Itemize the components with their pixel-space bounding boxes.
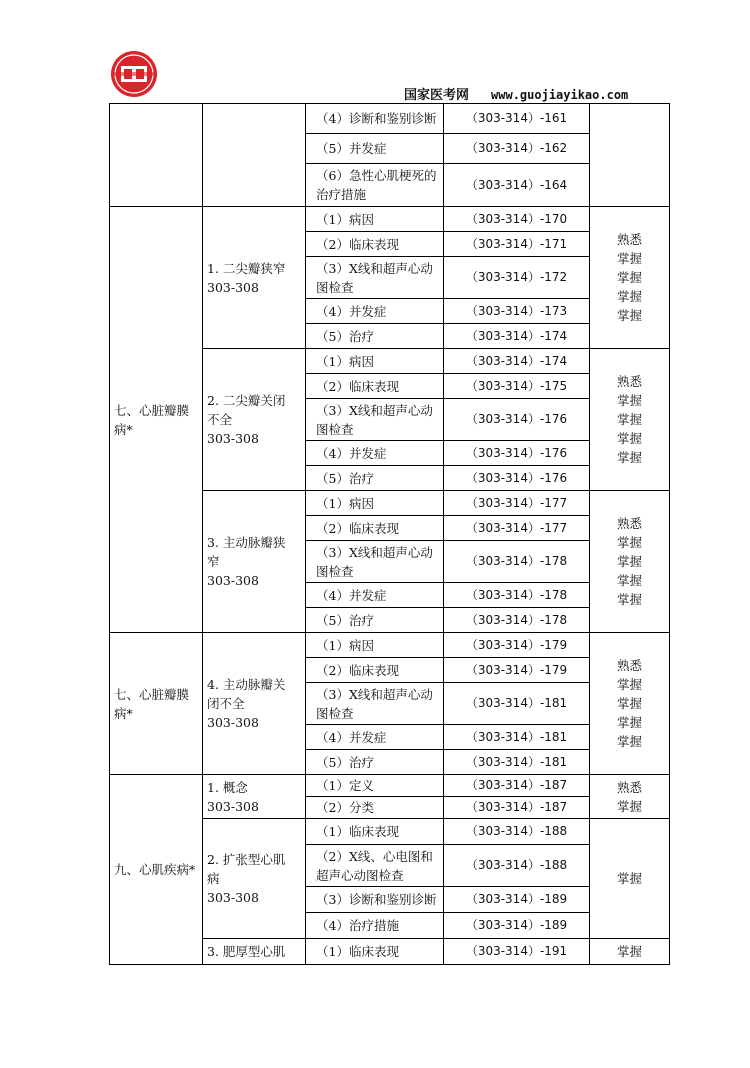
requirement-cell bbox=[590, 104, 670, 207]
unit-cell bbox=[203, 819, 306, 939]
requirement-level: 熟悉 bbox=[616, 516, 642, 531]
item-cell: （5）并发症 bbox=[306, 134, 444, 164]
page-cell: （303-314）-177 bbox=[444, 516, 590, 541]
item-cell: （3）X线和超声心动图检查 bbox=[306, 257, 444, 299]
requirement-level: 掌握 bbox=[616, 734, 642, 749]
item-cell: （4）并发症 bbox=[306, 583, 444, 608]
item-cell: （1）临床表现 bbox=[306, 819, 444, 845]
site-header bbox=[404, 84, 628, 103]
unit-cell bbox=[203, 349, 306, 491]
item-cell: （2）X线、心电图和超声心动图检查 bbox=[306, 845, 444, 887]
page-cell: （303-314）-177 bbox=[444, 491, 590, 516]
page-cell: （303-314）-170 bbox=[444, 207, 590, 232]
page-cell: （303-314）-161 bbox=[444, 104, 590, 134]
requirement-level: 掌握 bbox=[616, 393, 642, 408]
unit-line: 2. 二尖瓣关闭 bbox=[207, 393, 286, 408]
item-cell: （2）分类 bbox=[306, 797, 444, 819]
requirement-level: 熟悉 bbox=[616, 232, 642, 247]
unit-cell bbox=[203, 104, 306, 207]
chapter-cell bbox=[110, 104, 203, 207]
requirement-cell bbox=[590, 207, 670, 349]
requirement-level: 掌握 bbox=[616, 289, 642, 304]
page-cell: （303-314）-187 bbox=[444, 797, 590, 819]
item-cell: （2）临床表现 bbox=[306, 232, 444, 257]
unit-cell bbox=[203, 207, 306, 349]
item-cell: （2）临床表现 bbox=[306, 516, 444, 541]
item-cell: （1）病因 bbox=[306, 349, 444, 374]
item-cell: （1）病因 bbox=[306, 207, 444, 232]
item-cell: （5）治疗 bbox=[306, 466, 444, 491]
item-cell: （3）X线和超声心动图检查 bbox=[306, 399, 444, 441]
chapter-title: 七、心脏瓣膜病* bbox=[114, 402, 190, 437]
requirement-level: 掌握 bbox=[616, 871, 642, 886]
item-cell: （4）并发症 bbox=[306, 725, 444, 750]
table-row bbox=[110, 775, 670, 797]
unit-line: 303-308 bbox=[207, 798, 259, 814]
item-cell: （3）X线和超声心动图检查 bbox=[306, 541, 444, 583]
requirement-level: 掌握 bbox=[616, 431, 642, 446]
page-cell: （303-314）-174 bbox=[444, 324, 590, 349]
table-row bbox=[110, 207, 670, 232]
unit-line: 窄 bbox=[207, 554, 220, 569]
table-row bbox=[110, 104, 670, 134]
item-cell: （5）治疗 bbox=[306, 608, 444, 633]
unit-line: 303-308 bbox=[207, 279, 259, 295]
item-cell: （2）临床表现 bbox=[306, 658, 444, 683]
site-name: 国家医考网 bbox=[404, 88, 470, 103]
requirement-cell bbox=[590, 939, 670, 965]
unit-line: 3. 主动脉瓣狭 bbox=[207, 535, 286, 550]
unit-line: 不全 bbox=[207, 412, 233, 427]
page-cell: （303-314）-188 bbox=[444, 819, 590, 845]
requirement-level: 掌握 bbox=[616, 450, 642, 465]
item-cell: （5）治疗 bbox=[306, 324, 444, 349]
requirement-level: 掌握 bbox=[616, 677, 642, 692]
unit-cell bbox=[203, 775, 306, 819]
unit-line: 闭不全 bbox=[207, 696, 245, 711]
page-cell: （303-314）-191 bbox=[444, 939, 590, 965]
requirement-cell bbox=[590, 349, 670, 491]
chapter-cell bbox=[110, 207, 203, 633]
chapter-title: 七、心脏瓣膜病* bbox=[114, 686, 190, 721]
unit-line: 4. 主动脉瓣关 bbox=[207, 677, 286, 692]
unit-line: 303-308 bbox=[207, 890, 259, 905]
item-cell: （3）X线和超声心动图检查 bbox=[306, 683, 444, 725]
page-cell: （303-314）-188 bbox=[444, 845, 590, 887]
unit-cell bbox=[203, 633, 306, 775]
item-cell: （6）急性心肌梗死的治疗措施 bbox=[306, 164, 444, 207]
page-cell: （303-314）-176 bbox=[444, 399, 590, 441]
item-cell: （4）诊断和鉴别诊断 bbox=[306, 104, 444, 134]
unit-cell bbox=[203, 939, 306, 965]
requirement-level: 熟悉 bbox=[616, 374, 642, 389]
requirement-level: 掌握 bbox=[616, 592, 642, 607]
page-cell: （303-314）-176 bbox=[444, 441, 590, 466]
item-cell: （2）临床表现 bbox=[306, 374, 444, 399]
unit-line: 2. 扩张型心肌 bbox=[207, 852, 286, 867]
table-row bbox=[110, 633, 670, 658]
requirement-level: 熟悉 bbox=[616, 779, 642, 795]
page-cell: （303-314）-179 bbox=[444, 633, 590, 658]
item-cell: （1）病因 bbox=[306, 633, 444, 658]
unit-line: 病 bbox=[207, 871, 220, 886]
page-cell: （303-314）-181 bbox=[444, 683, 590, 725]
requirement-level: 掌握 bbox=[616, 412, 642, 427]
requirement-cell bbox=[590, 491, 670, 633]
page-cell: （303-314）-174 bbox=[444, 349, 590, 374]
requirement-level: 掌握 bbox=[616, 308, 642, 323]
page-cell: （303-314）-175 bbox=[444, 374, 590, 399]
item-cell: （1）临床表现 bbox=[306, 939, 444, 965]
page-cell: （303-314）-179 bbox=[444, 658, 590, 683]
unit-line: 303-308 bbox=[207, 715, 259, 730]
page-cell: （303-314）-176 bbox=[444, 466, 590, 491]
unit-line: 303-308 bbox=[207, 431, 259, 446]
unit-cell bbox=[203, 491, 306, 633]
page-cell: （303-314）-181 bbox=[444, 725, 590, 750]
chapter-cell bbox=[110, 633, 203, 775]
unit-line: 303-308 bbox=[207, 573, 259, 588]
chapter-cell bbox=[110, 775, 203, 965]
page-cell: （303-314）-189 bbox=[444, 913, 590, 939]
requirement-level: 掌握 bbox=[616, 798, 642, 814]
requirement-level: 掌握 bbox=[616, 696, 642, 711]
page-cell: （303-314）-181 bbox=[444, 750, 590, 775]
page-cell: （303-314）-187 bbox=[444, 775, 590, 797]
page-cell: （303-314）-164 bbox=[444, 164, 590, 207]
page-cell: （303-314）-171 bbox=[444, 232, 590, 257]
item-cell: （4）并发症 bbox=[306, 299, 444, 324]
requirement-level: 熟悉 bbox=[616, 658, 642, 673]
requirement-level: 掌握 bbox=[616, 715, 642, 730]
requirement-level: 掌握 bbox=[616, 944, 642, 959]
logo-icon bbox=[109, 49, 159, 99]
site-url[interactable]: www.guojiayikao.com bbox=[491, 88, 629, 102]
item-cell: （4）治疗措施 bbox=[306, 913, 444, 939]
page-cell: （303-314）-178 bbox=[444, 583, 590, 608]
item-cell: （4）并发症 bbox=[306, 441, 444, 466]
requirement-cell bbox=[590, 819, 670, 939]
page-cell: （303-314）-172 bbox=[444, 257, 590, 299]
page-cell: （303-314）-173 bbox=[444, 299, 590, 324]
page-cell: （303-314）-178 bbox=[444, 541, 590, 583]
syllabus-table bbox=[109, 103, 670, 965]
requirement-level: 掌握 bbox=[616, 270, 642, 285]
unit-line: 3. 肥厚型心肌 bbox=[207, 944, 286, 959]
unit-line: 1. 二尖瓣狭窄 bbox=[207, 260, 286, 276]
page-cell: （303-314）-189 bbox=[444, 887, 590, 913]
item-cell: （1）定义 bbox=[306, 775, 444, 797]
requirement-level: 掌握 bbox=[616, 573, 642, 588]
item-cell: （1）病因 bbox=[306, 491, 444, 516]
requirement-cell bbox=[590, 633, 670, 775]
item-cell: （5）治疗 bbox=[306, 750, 444, 775]
requirement-level: 掌握 bbox=[616, 554, 642, 569]
item-cell: （3）诊断和鉴别诊断 bbox=[306, 887, 444, 913]
page-cell: （303-314）-178 bbox=[444, 608, 590, 633]
chapter-title: 九、心肌疾病* bbox=[114, 862, 196, 877]
requirement-cell bbox=[590, 775, 670, 819]
requirement-level: 掌握 bbox=[616, 535, 642, 550]
page-cell: （303-314）-162 bbox=[444, 134, 590, 164]
unit-line: 1. 概念 bbox=[207, 779, 248, 795]
requirement-level: 掌握 bbox=[616, 251, 642, 266]
